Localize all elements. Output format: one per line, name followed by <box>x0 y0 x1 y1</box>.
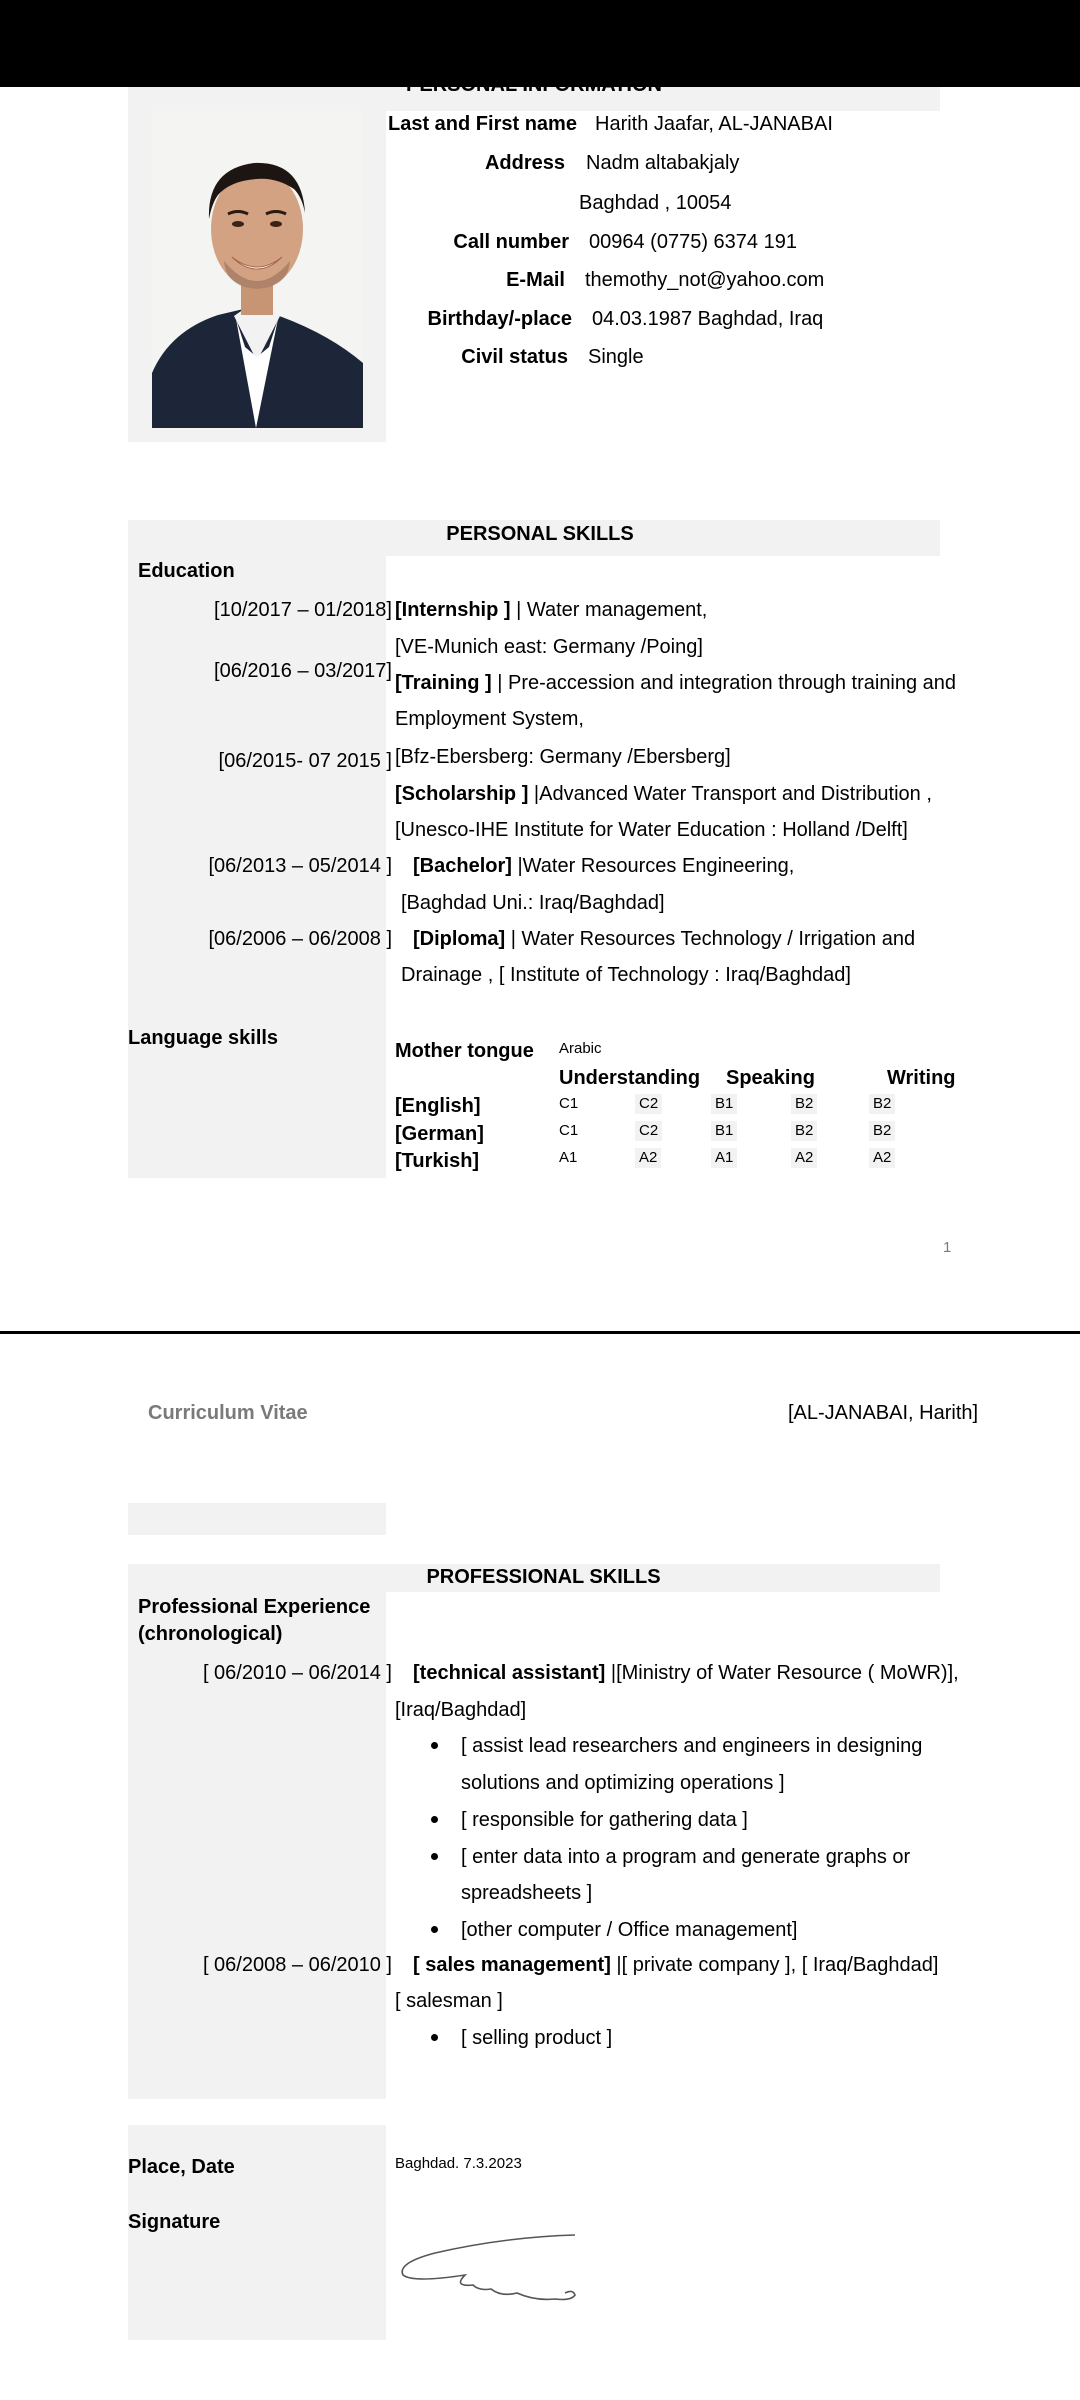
col-writing: Writing <box>887 1067 956 1089</box>
edu-entry-1 <box>395 597 707 623</box>
bullet-icon <box>431 1816 438 1823</box>
job-date-2: [ 06/2008 – 06/2010 ] <box>202 1954 392 1976</box>
level-cell: A1 <box>559 1149 578 1166</box>
level-cell: C2 <box>635 1094 662 1114</box>
level-cell: A1 <box>711 1148 737 1168</box>
job-desc-2: [ private company ], [ Iraq/Baghdad] <box>621 1954 939 1976</box>
bullet-icon <box>431 1926 438 1933</box>
job1-bullet-3: [ enter data into a program and generate graphs or <box>461 1846 911 1868</box>
profile-photo <box>152 111 363 428</box>
edu-entry-4 <box>413 853 794 879</box>
language-name-english: [English] <box>395 1095 481 1117</box>
prof-exp-label-2: (chronological) <box>138 1623 283 1645</box>
address-line1: Nadm altabakjaly <box>586 152 740 174</box>
job-sep-2: | <box>610 1954 622 1976</box>
cv-name: [AL-JANABAI, Harith] <box>788 1402 979 1424</box>
level-cell: B1 <box>711 1121 737 1141</box>
edu-title-2: [Training ] <box>395 672 492 694</box>
job-entry-1 <box>413 1660 959 1686</box>
page2-spacer-block <box>128 1503 386 1535</box>
job-line2-1: [Iraq/Baghdad] <box>395 1699 527 1721</box>
birth-label: Birthday/-place <box>427 308 572 330</box>
level-cell: B2 <box>869 1094 895 1114</box>
name-value: Harith Jaafar, AL-JANABAI <box>595 113 833 135</box>
edu-date-4: [06/2013 – 05/2014 ] <box>208 855 392 877</box>
level-cell: A2 <box>869 1148 895 1168</box>
job1-bullet-3-cont: spreadsheets ] <box>461 1882 593 1904</box>
edu-title-4: [Bachelor] <box>413 855 512 877</box>
edu-desc-1: Water management, <box>526 599 708 621</box>
edu-desc-3: Advanced Water Transport and Distribution , <box>539 783 932 805</box>
place-date-value: Baghdad. 7.3.2023 <box>395 2155 522 2172</box>
mother-tongue-label: Mother tongue <box>395 1040 534 1062</box>
bullet-icon <box>431 1742 438 1749</box>
level-cell: B2 <box>791 1121 817 1141</box>
job-title-1: [technical assistant] <box>413 1662 606 1684</box>
edu-date-1: [10/2017 – 01/2018] <box>214 599 392 621</box>
level-cell: A2 <box>635 1148 661 1168</box>
job-entry-2 <box>413 1952 938 1978</box>
language-name-turkish: [Turkish] <box>395 1150 480 1172</box>
professional-skills-header: PROFESSIONAL SKILLS <box>426 1566 661 1588</box>
page-break-line <box>0 1331 1080 1334</box>
page-number: 1 <box>943 1239 952 1256</box>
prof-exp-label-1: Professional Experience <box>138 1596 371 1618</box>
col-speaking: Speaking <box>726 1067 815 1089</box>
edu-title-3: [Scholarship ] <box>395 783 529 805</box>
personal-info-header: PERSONAL INFORMATION <box>406 74 662 96</box>
level-cell: B1 <box>711 1094 737 1114</box>
level-cell: A2 <box>791 1148 817 1168</box>
job1-bullet-2: [ responsible for gathering data ] <box>461 1809 748 1831</box>
edu-line3-2: [Bfz-Ebersberg: Germany /Ebersberg] <box>395 746 731 768</box>
edu-sep-2: | <box>491 672 508 694</box>
job-line2-2: [ salesman ] <box>395 1990 503 2012</box>
civil-status-label: Civil status <box>461 346 568 368</box>
edu-line2-3: [Unesco-IHE Institute for Water Education : Holland /Delft] <box>395 819 908 841</box>
level-cell: C2 <box>635 1121 662 1141</box>
level-cell: C1 <box>559 1122 579 1139</box>
edu-line2-1: [VE-Munich east: Germany /Poing] <box>395 636 703 658</box>
edu-date-2: [06/2016 – 03/2017] <box>214 660 392 682</box>
bullet-icon <box>431 1853 438 1860</box>
signature-image <box>395 2225 595 2315</box>
edu-date-5: [06/2006 – 06/2008 ] <box>208 928 392 950</box>
job1-bullet-1: [ assist lead researchers and engineers in designing <box>461 1735 923 1757</box>
place-date-label: Place, Date <box>128 2156 235 2178</box>
job-sep-1: | <box>605 1662 617 1684</box>
job-date-1: [ 06/2010 – 06/2014 ] <box>202 1662 392 1684</box>
address-label: Address <box>484 152 565 174</box>
mother-tongue-value: Arabic <box>559 1040 602 1057</box>
edu-sep-1: | <box>510 599 527 621</box>
edu-date-3: [06/2015- 07 2015 ] <box>218 750 392 772</box>
level-cell: C1 <box>559 1095 579 1112</box>
edu-title-5: [Diploma] <box>413 928 506 950</box>
edu-title-1: [Internship ] <box>395 599 511 621</box>
phone-value: 00964 (0775) 6374 191 <box>589 231 797 253</box>
education-label: Education <box>138 560 235 582</box>
job2-bullet-1: [ selling product ] <box>461 2027 613 2049</box>
job-title-2: [ sales management] <box>413 1954 611 1976</box>
col-understanding: Understanding <box>559 1067 701 1089</box>
signature-label: Signature <box>128 2211 221 2233</box>
personal-skills-header: PERSONAL SKILLS <box>446 523 634 545</box>
level-cell: B2 <box>791 1094 817 1114</box>
job1-bullet-4: [other computer / Office management] <box>461 1919 798 1941</box>
language-skills-label: Language skills <box>128 1027 279 1049</box>
civil-status-value: Single <box>588 346 644 368</box>
edu-entry-5 <box>413 926 915 952</box>
edu-sep-3: | <box>528 783 540 805</box>
edu-line2-4: [Baghdad Uni.: Iraq/Baghdad] <box>401 892 665 914</box>
bullet-icon <box>431 2034 438 2041</box>
name-label: Last and First name <box>388 113 577 135</box>
birth-value: 04.03.1987 Baghdad, Iraq <box>592 308 824 330</box>
phone-label: Call number <box>453 231 569 253</box>
edu-desc-2: Pre-accession and integration through training and <box>507 672 957 694</box>
edu-entry-2 <box>395 670 956 696</box>
edu-sep-5: | <box>505 928 522 950</box>
address-line2: Baghdad , 10054 <box>579 192 732 214</box>
edu-line2-2: Employment System, <box>395 708 584 730</box>
language-name-german: [German] <box>395 1123 484 1145</box>
edu-entry-3 <box>395 781 932 807</box>
cv-title: Curriculum Vitae <box>148 1402 308 1424</box>
edu-line2-5: Drainage , [ Institute of Technology : Iraq/Baghdad] <box>401 964 851 986</box>
edu-desc-4: Water Resources Engineering, <box>522 855 795 877</box>
job1-bullet-1-cont: solutions and optimizing operations ] <box>461 1772 785 1794</box>
level-cell: B2 <box>869 1121 895 1141</box>
email-value: themothy_not@yahoo.com <box>585 269 825 291</box>
edu-sep-4: | <box>511 855 523 877</box>
email-label: E-Mail <box>506 269 565 291</box>
edu-desc-5: Water Resources Technology / Irrigation and <box>521 928 916 950</box>
job-desc-1: [Ministry of Water Resource ( MoWR)], <box>616 1662 959 1684</box>
